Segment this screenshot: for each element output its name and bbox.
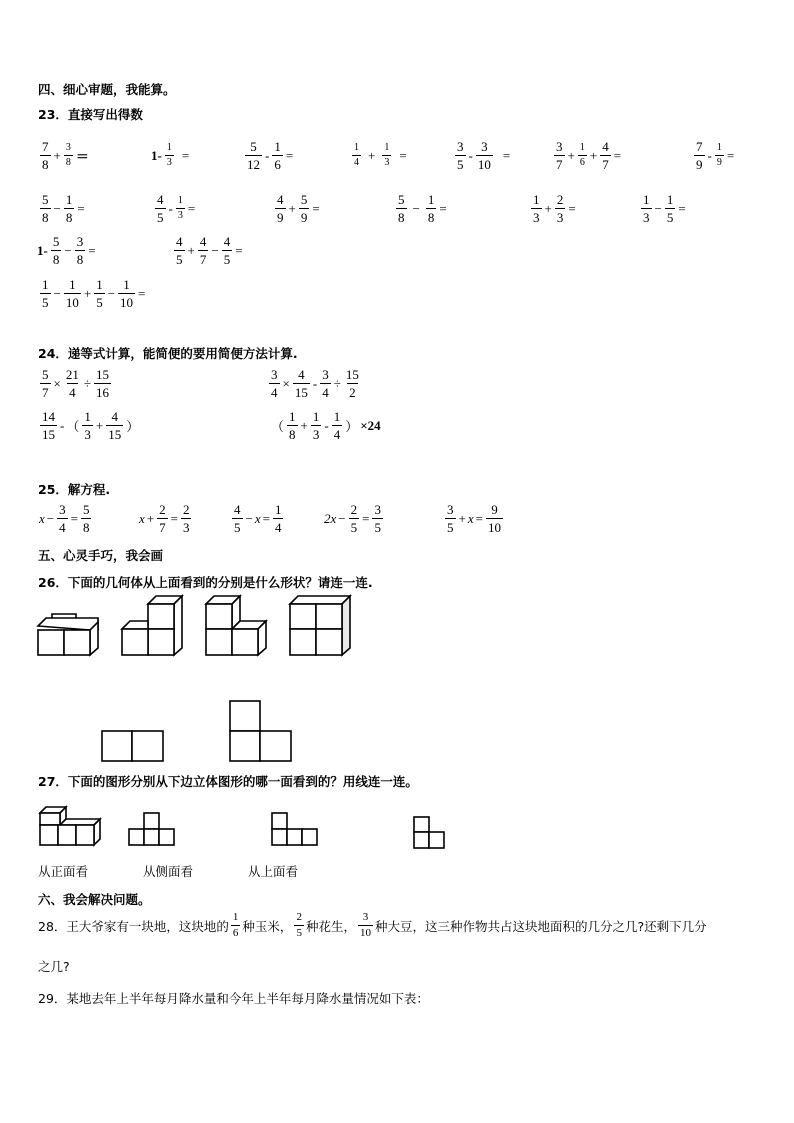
q26-solid-4	[290, 594, 352, 656]
q23-item-16: 1 5 − $\frac{1}{10}$ + $\frac{1}{5}$ − $\frac{1}{10}$ =	[42, 277, 146, 310]
q24-expr-3: 14 15 - （ 1 3 + $\frac{4}{15}$ ）	[42, 409, 140, 442]
q25-eq-4: 2x − $\frac{2}{5}$ = $\frac{3}{5}$	[324, 502, 381, 535]
q23-title: 23．直接写出得数	[38, 107, 143, 122]
q23-item-4: 1 4 + $\frac{1}{3}$ =	[354, 142, 407, 168]
q23-item-11: 5 8 − $\frac{1}{8}$ =	[398, 192, 447, 225]
q27-solid	[40, 805, 102, 847]
q24-expr-4: （ 1 8 + $\frac{1}{3}$ - 1 4 ） ×24	[271, 409, 381, 442]
q27-view-3	[414, 816, 446, 850]
q26-solid-3	[206, 594, 268, 656]
q23-item-15: 4 5 + $\frac{4}{7}$ − $\frac{4}{5}$ =	[176, 234, 243, 267]
q26-view-l-shape	[230, 700, 292, 762]
q25-eq-2: x + $\frac{2}{7}$ = $\frac{2}{3}$	[139, 502, 190, 535]
q27-label-front: 从正面看	[38, 864, 89, 879]
q27-title: 27．下面的图形分别从下边立体图形的哪一面看到的？用线连一连。	[38, 774, 418, 789]
q23-item-14: 1- 5 8 − $\frac{3}{8}$ =	[37, 234, 96, 267]
q25-title: 25．解方程.	[38, 482, 111, 497]
q23-item-1: 7 8 + $\frac{3}{8}$ ＝	[42, 139, 89, 172]
q23-item-3: 5 12 - $\frac{1}{6}$ =	[247, 139, 294, 172]
section-4-title: 四、细心审题，我能算。	[38, 82, 176, 97]
q28-text: 28．王大爷家有一块地，这块地的 1 6 种玉米， 2 5 种花生， 3 10 种大豆，这三种作物共占这块地面积的几分之几?还剩下几分	[38, 911, 707, 939]
q27-label-side: 从侧面看	[143, 864, 194, 879]
q26-view-two-squares	[102, 730, 164, 762]
q27-view-1	[129, 812, 177, 848]
q24-expr-1: $\frac{5}{7}$ × $\frac{21}{4}$ ÷ $\frac{15}{16}$	[42, 367, 109, 400]
q29-title: 29．某地去年上半年每月降水量和今年上半年每月降水量情况如下表：	[38, 991, 429, 1006]
q23-item-9: 4 5 - $\frac{1}{3}$ =	[157, 192, 196, 225]
q25-eq-5: 3 5 + x = $\frac{9}{10}$	[447, 502, 501, 535]
section-5-title: 五、心灵手巧，我会画	[38, 548, 164, 563]
q26-title: 26．下面的几何体从上面看到的分别是什么形状？请连一连.	[38, 575, 373, 590]
q28-text-cont: 之几?	[38, 959, 70, 974]
q24-expr-2: $\frac{3}{4}$ × $\frac{4}{15}$ - $\frac{3}{4}$ ÷ $\frac{15}{2}$	[271, 367, 359, 400]
q25-eq-3: 4 5 − x = $\frac{1}{4}$	[234, 502, 282, 535]
section-6-title: 六、我会解决问题。	[38, 892, 151, 907]
q23-item-8: 5 8 − $\frac{1}{8}$ =	[42, 192, 85, 225]
q24-title: 24．递等式计算，能简便的要用简便方法计算.	[38, 346, 298, 361]
q23-item-6: 3 7 + $\frac{1}{6}$ + $\frac{4}{7}$ =	[556, 139, 622, 172]
q23-item-2: 1- $\frac{1}{3}$ =	[151, 142, 190, 168]
q23-item-5: 3 5 - $\frac{3}{10}$ =	[457, 139, 511, 172]
q23-item-10: 4 9 + $\frac{5}{9}$ =	[277, 192, 320, 225]
q23-item-13: 1 3 − $\frac{1}{5}$ =	[643, 192, 686, 225]
q26-solid-1	[38, 612, 100, 656]
q23-item-7: 7 9 - $\frac{1}{9}$ =	[696, 139, 735, 172]
q25-eq-1: x − $\frac{3}{4}$ = $\frac{5}{8}$	[39, 502, 90, 535]
q23-item-12: 1 3 + $\frac{2}{3}$ =	[533, 192, 576, 225]
q26-solid-2	[122, 594, 184, 656]
q27-label-top: 从上面看	[248, 864, 299, 879]
q27-view-2	[272, 812, 320, 848]
